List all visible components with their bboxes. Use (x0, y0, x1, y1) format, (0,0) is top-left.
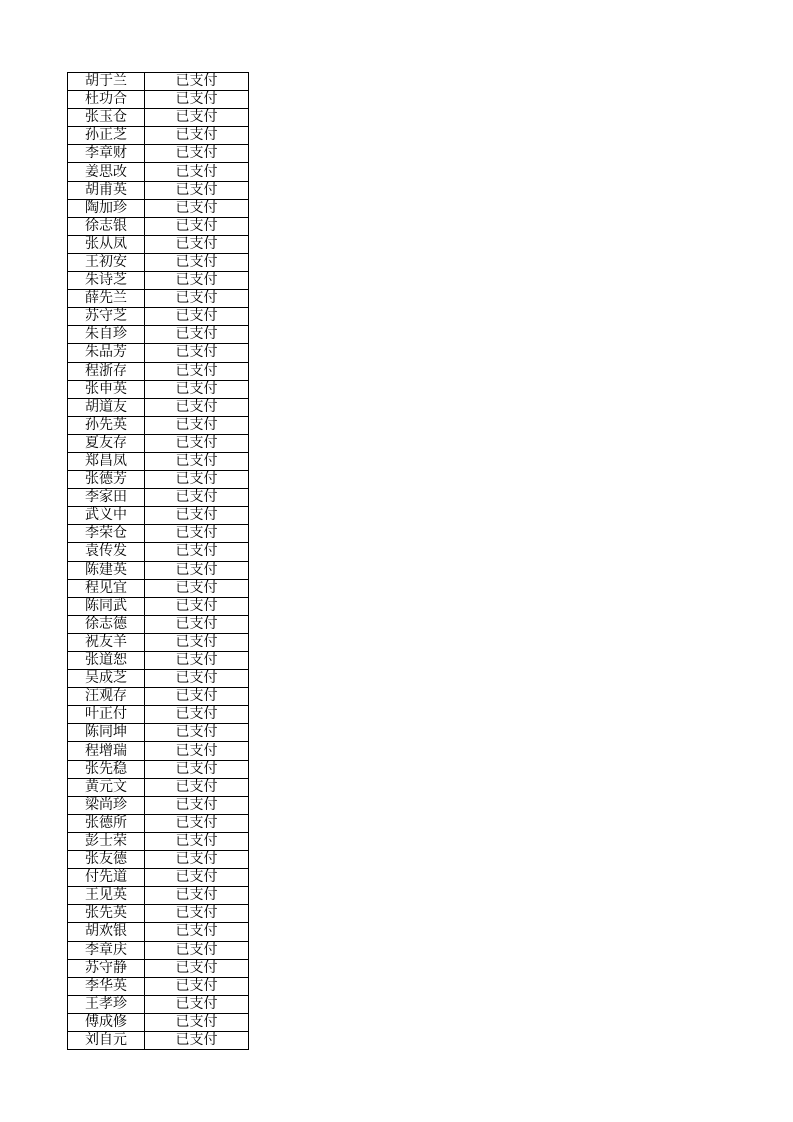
payment-status-cell: 已支付 (145, 235, 249, 253)
table-row (68, 452, 249, 470)
name-cell: 王见英 (68, 887, 145, 905)
name-cell: 彭士荣 (68, 832, 145, 850)
name-cell: 胡欢银 (68, 923, 145, 941)
table-row (68, 272, 249, 290)
table-row (68, 706, 249, 724)
name-cell: 梁尚珍 (68, 796, 145, 814)
table-row (68, 724, 249, 742)
name-cell: 祝友羊 (68, 633, 145, 651)
table-row (68, 652, 249, 670)
payment-status-cell: 已支付 (145, 308, 249, 326)
payment-status-cell: 已支付 (145, 109, 249, 127)
name-cell: 薛先兰 (68, 290, 145, 308)
name-cell: 袁传发 (68, 543, 145, 561)
payment-status-cell: 已支付 (145, 452, 249, 470)
name-cell: 张玉仓 (68, 109, 145, 127)
table-row (68, 941, 249, 959)
name-cell: 孙正芝 (68, 127, 145, 145)
name-cell: 吴成芝 (68, 670, 145, 688)
payment-status-cell: 已支付 (145, 272, 249, 290)
table-row (68, 814, 249, 832)
table-row (68, 163, 249, 181)
name-cell: 王初安 (68, 253, 145, 271)
name-cell: 郑昌凤 (68, 452, 145, 470)
payment-status-cell: 已支付 (145, 1013, 249, 1031)
table-row (68, 326, 249, 344)
name-cell: 胡道友 (68, 398, 145, 416)
table-row (68, 253, 249, 271)
payment-status-cell: 已支付 (145, 995, 249, 1013)
table-row (68, 579, 249, 597)
name-cell: 程浙存 (68, 362, 145, 380)
name-cell: 徐志德 (68, 615, 145, 633)
name-cell: 付先道 (68, 869, 145, 887)
table-row (68, 869, 249, 887)
payment-status-cell: 已支付 (145, 959, 249, 977)
name-cell: 李章财 (68, 145, 145, 163)
payment-status-cell: 已支付 (145, 326, 249, 344)
payment-status-cell: 已支付 (145, 760, 249, 778)
name-cell: 胡甫英 (68, 181, 145, 199)
payment-status-cell: 已支付 (145, 615, 249, 633)
payment-status-cell: 已支付 (145, 507, 249, 525)
payment-status-cell: 已支付 (145, 543, 249, 561)
table-row (68, 109, 249, 127)
table-row (68, 688, 249, 706)
table-row (68, 73, 249, 91)
payment-status-cell: 已支付 (145, 398, 249, 416)
table-row (68, 959, 249, 977)
name-cell: 张德所 (68, 814, 145, 832)
table-row (68, 923, 249, 941)
name-cell: 朱自珍 (68, 326, 145, 344)
table-row (68, 217, 249, 235)
table-row (68, 796, 249, 814)
payment-status-cell: 已支付 (145, 706, 249, 724)
table-row (68, 489, 249, 507)
payment-status-cell: 已支付 (145, 91, 249, 109)
payment-status-cell: 已支付 (145, 742, 249, 760)
name-cell: 李华英 (68, 977, 145, 995)
table-row (68, 181, 249, 199)
table-row (68, 905, 249, 923)
payment-status-cell: 已支付 (145, 977, 249, 995)
name-cell: 陶加珍 (68, 199, 145, 217)
table-row (68, 778, 249, 796)
payment-status-cell: 已支付 (145, 416, 249, 434)
table-row (68, 633, 249, 651)
payment-status-cell: 已支付 (145, 362, 249, 380)
name-cell: 陈建英 (68, 561, 145, 579)
table-row (68, 507, 249, 525)
table-row (68, 380, 249, 398)
payment-status-cell: 已支付 (145, 597, 249, 615)
name-cell: 武义中 (68, 507, 145, 525)
payment-status-cell: 已支付 (145, 923, 249, 941)
table-row (68, 362, 249, 380)
name-cell: 张从凤 (68, 235, 145, 253)
table-row (68, 1013, 249, 1031)
payment-status-cell: 已支付 (145, 181, 249, 199)
table-row (68, 398, 249, 416)
name-cell: 张先稳 (68, 760, 145, 778)
payment-status-cell: 已支付 (145, 887, 249, 905)
name-cell: 王孝珍 (68, 995, 145, 1013)
table-row (68, 1031, 249, 1049)
payment-status-cell: 已支付 (145, 145, 249, 163)
name-cell: 程见宜 (68, 579, 145, 597)
table-row (68, 127, 249, 145)
payment-status-cell: 已支付 (145, 905, 249, 923)
name-cell: 孙先英 (68, 416, 145, 434)
payment-status-cell: 已支付 (145, 471, 249, 489)
table-row (68, 597, 249, 615)
payment-status-cell: 已支付 (145, 561, 249, 579)
table-row (68, 995, 249, 1013)
name-cell: 叶正付 (68, 706, 145, 724)
name-cell: 张先英 (68, 905, 145, 923)
table-row (68, 977, 249, 995)
payment-status-cell: 已支付 (145, 163, 249, 181)
payment-status-cell: 已支付 (145, 796, 249, 814)
name-cell: 汪观存 (68, 688, 145, 706)
name-cell: 李荣仓 (68, 525, 145, 543)
table-row (68, 344, 249, 362)
table-row (68, 525, 249, 543)
table-row (68, 145, 249, 163)
payment-status-cell: 已支付 (145, 525, 249, 543)
table-row (68, 434, 249, 452)
name-cell: 刘自元 (68, 1031, 145, 1049)
table-row (68, 308, 249, 326)
table-row (68, 670, 249, 688)
payment-status-cell: 已支付 (145, 851, 249, 869)
payment-status-cell: 已支付 (145, 688, 249, 706)
name-cell: 张友德 (68, 851, 145, 869)
payment-status-cell: 已支付 (145, 869, 249, 887)
table-row (68, 199, 249, 217)
payment-status-cell: 已支付 (175, 73, 218, 90)
table-row (68, 887, 249, 905)
table-row (68, 235, 249, 253)
table-row (68, 615, 249, 633)
name-cell: 胡于兰 (68, 73, 145, 91)
name-cell: 李章庆 (68, 941, 145, 959)
payment-status-cell: 已支付 (145, 344, 249, 362)
name-cell: 杜功合 (68, 91, 145, 109)
table-row (68, 290, 249, 308)
name-cell: 张道恕 (68, 652, 145, 670)
payment-status-cell: 已支付 (145, 253, 249, 271)
payment-status-cell: 已支付 (145, 217, 249, 235)
table-body (68, 73, 249, 1050)
table-row (68, 471, 249, 489)
payment-status-cell: 已支付 (145, 670, 249, 688)
payment-status-cell: 已支付 (145, 380, 249, 398)
name-cell: 朱品芳 (68, 344, 145, 362)
name-cell: 姜思改 (68, 163, 145, 181)
payment-status-cell: 已支付 (145, 1031, 249, 1049)
name-cell: 徐志银 (68, 217, 145, 235)
payment-status-cell: 已支付 (145, 724, 249, 742)
table-row (68, 543, 249, 561)
payment-status-cell: 已支付 (145, 814, 249, 832)
name-cell: 傅成修 (68, 1013, 145, 1031)
name-cell: 陈同坤 (68, 724, 145, 742)
table-row (68, 91, 249, 109)
table-row (68, 561, 249, 579)
payment-status-cell: 已支付 (145, 778, 249, 796)
name-cell: 朱诗芝 (68, 272, 145, 290)
table-row (68, 742, 249, 760)
payment-status-cell: 已支付 (145, 489, 249, 507)
name-cell: 黄元文 (68, 778, 145, 796)
payment-status-cell: 已支付 (145, 434, 249, 452)
name-cell: 苏守静 (68, 959, 145, 977)
name-cell: 程增瑞 (68, 742, 145, 760)
payment-status-cell: 已支付 (145, 579, 249, 597)
payment-status-cell: 已支付 (145, 941, 249, 959)
name-cell: 李家田 (68, 489, 145, 507)
payment-status-table (67, 72, 249, 1050)
payment-status-cell: 已支付 (145, 127, 249, 145)
name-cell: 苏守芝 (68, 308, 145, 326)
name-cell: 陈同武 (68, 597, 145, 615)
payment-status-cell: 已支付 (145, 290, 249, 308)
name-cell: 夏友存 (68, 434, 145, 452)
table-row (68, 832, 249, 850)
table-row (68, 760, 249, 778)
payment-status-cell: 已支付 (145, 832, 249, 850)
payment-status-cell: 已支付 (145, 199, 249, 217)
table-row (68, 851, 249, 869)
table-row (68, 416, 249, 434)
payment-status-cell: 已支付 (145, 652, 249, 670)
name-cell: 张申英 (68, 380, 145, 398)
name-cell: 张德芳 (68, 471, 145, 489)
payment-status-cell: 已支付 (145, 633, 249, 651)
